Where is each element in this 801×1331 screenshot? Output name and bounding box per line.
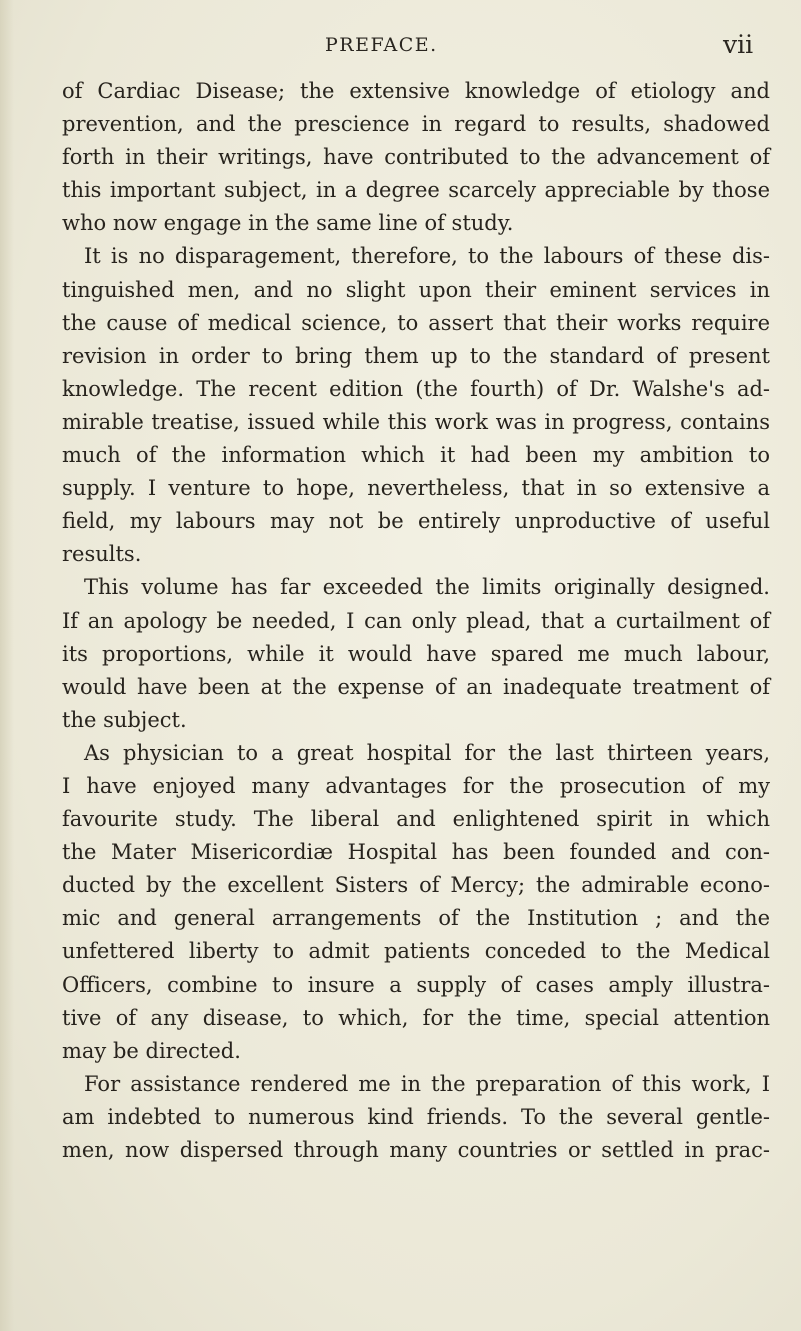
text-line: As physician to a great hospital for the last thirteen years, — [84, 740, 770, 765]
text-line: the Mater Misericordiæ Hospital has been founded and con- — [62, 840, 770, 865]
text-line: revision in order to bring them up to the standard of present — [62, 343, 770, 368]
text-line: prevention, and the prescience in regard to results, shadowed — [62, 112, 770, 137]
paragraph — [62, 1068, 770, 1167]
text-line: mic and general arrangements of the Institution ; and the — [62, 906, 770, 931]
text-line: If an apology be needed, I can only plead, that a curtailment of — [62, 608, 770, 633]
text-line: men, now dispersed through many countries or settled in prac- — [62, 1138, 770, 1162]
text-line: I have enjoyed many advantages for the prosecution of my — [62, 773, 770, 798]
text-line: unfettered liberty to admit patients conceded to the Medical — [62, 939, 770, 964]
text-line: am indebted to numerous kind friends. To the several gentle- — [62, 1104, 770, 1129]
text-line: this important subject, in a degree scarcely appreciable by those — [62, 178, 770, 203]
text-line: This volume has far exceeded the limits originally designed. — [84, 575, 770, 600]
text-line: results. — [62, 542, 142, 567]
binding-gutter — [0, 0, 14, 1331]
text-line: ducted by the excellent Sisters of Mercy; the admirable econo- — [62, 873, 770, 898]
text-line: Officers, combine to insure a supply of cases amply illustra- — [62, 972, 770, 997]
text-line: who now engage in the same line of study. — [62, 211, 514, 236]
text-line: the cause of medical science, to assert that their works require — [62, 310, 770, 335]
text-line: mirable treatise, issued while this work was in progress, contains — [62, 409, 770, 434]
text-line: the subject. — [62, 707, 187, 732]
running-title: PREFACE. — [325, 34, 438, 56]
text-line: tive of any disease, to which, for the time, special attention — [62, 1005, 770, 1030]
page-number: vii — [723, 30, 754, 59]
text-line: its proportions, while it would have spared me much labour, — [62, 641, 770, 666]
text-line: For assistance rendered me in the preparation of this work, I — [84, 1071, 770, 1096]
text-line: favourite study. The liberal and enlightened spirit in which — [62, 807, 770, 832]
text-line: may be directed. — [62, 1038, 241, 1063]
text-line: of Cardiac Disease; the extensive knowledge of etiology and — [62, 79, 770, 103]
text-line: would have been at the expense of an inadequate treatment of — [62, 674, 770, 699]
text-line: much of the information which it had been my ambition to — [62, 443, 770, 468]
paragraph — [62, 571, 770, 736]
text-line: forth in their writings, have contributed to the advancement of — [62, 145, 770, 170]
text-line: tinguished men, and no slight upon their eminent services in — [62, 277, 770, 302]
text-line: knowledge. The recent edition (the fourth) of Dr. Walshe's ad- — [62, 376, 770, 401]
text-line: field, my labours may not be entirely unproductive of useful — [62, 509, 770, 534]
paragraph — [62, 737, 770, 1068]
paragraph — [62, 240, 770, 571]
paragraph — [62, 75, 770, 240]
text-line: It is no disparagement, therefore, to the labours of these dis- — [84, 244, 770, 269]
text-line: supply. I venture to hope, nevertheless, that in so extensive a — [62, 476, 770, 501]
body-text — [62, 75, 770, 1167]
running-head — [0, 30, 801, 60]
